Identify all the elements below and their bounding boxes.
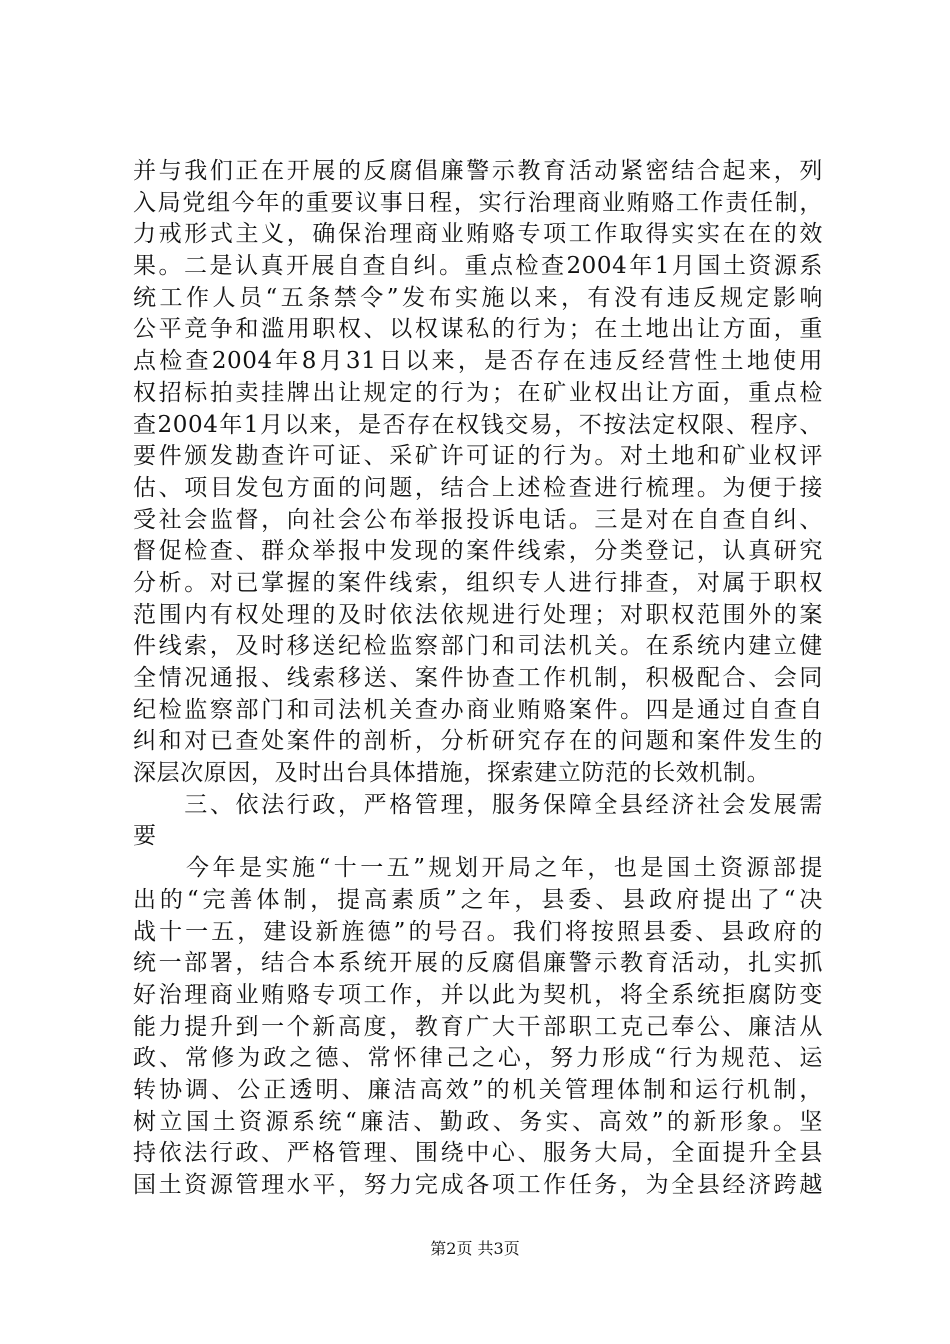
text-line: 出的“完善体制，提高素质”之年，县委、县政府提出了“决	[133, 886, 823, 913]
text-line: 战十一五，建设新旌德”的号召。我们将按照县委、县政府的	[133, 918, 823, 945]
text-line: 好治理商业贿赂专项工作，并以此为契机，将全系统拒腐防变	[133, 981, 823, 1008]
document-body	[133, 156, 823, 1202]
text-line: 统工作人员“五条禁令”发布实施以来，有没有违反规定影响	[133, 284, 823, 311]
text-line: 查2004年1月以来，是否存在权钱交易，不按法定权限、程序、	[133, 411, 823, 438]
page-number-footer: 第2页 共3页	[430, 1239, 520, 1258]
text-line: 权招标拍卖挂牌出让规定的行为；在矿业权出让方面，重点检	[133, 379, 823, 406]
text-line: 力戒形式主义，确保治理商业贿赂专项工作取得实实在在的效	[133, 221, 823, 248]
text-line: 纪检监察部门和司法机关查办商业贿赂案件。四是通过自查自	[133, 696, 823, 723]
text-line: 范围内有权处理的及时依法依规进行处理；对职权范围外的案	[133, 601, 823, 628]
text-line: 政、常修为政之德、常怀律己之心，努力形成“行为规范、运	[133, 1045, 823, 1072]
text-line: 全情况通报、线索移送、案件协查工作机制，积极配合、会同	[133, 665, 823, 691]
text-line: 督促检查、群众举报中发现的案件线索，分类登记，认真研究	[133, 538, 823, 565]
section-heading-line: 要	[133, 823, 157, 850]
text-line: 持依法行政、严格管理、围绕中心、服务大局，全面提升全县	[133, 1140, 823, 1167]
text-line: 分析。对已掌握的案件线索，组织专人进行排查，对属于职权	[133, 569, 823, 596]
text-line: 点检查2004年8月31日以来，是否存在违反经营性土地使用	[133, 348, 823, 375]
text-line: 纠和对已查处案件的剖析，分析研究存在的问题和案件发生的	[133, 728, 823, 755]
text-line: 入局党组今年的重要议事日程，实行治理商业贿赂工作责任制，	[133, 189, 823, 216]
text-line: 估、项目发包方面的问题，结合上述检查进行梳理。为便于接	[133, 474, 823, 501]
text-line: 统一部署，结合本系统开展的反腐倡廉警示教育活动，扎实抓	[133, 950, 823, 977]
text-line: 并与我们正在开展的反腐倡廉警示教育活动紧密结合起来，列	[133, 158, 823, 184]
text-line: 件线索，及时移送纪检监察部门和司法机关。在系统内建立健	[133, 633, 823, 660]
text-line: 果。二是认真开展自查自纠。重点检查2004年1月国土资源系	[133, 253, 823, 280]
text-line: 公平竞争和滥用职权、以权谋私的行为；在土地出让方面，重	[133, 316, 823, 343]
text-line: 国土资源管理水平，努力完成各项工作任务，为全县经济跨越	[133, 1172, 823, 1198]
text-line: 能力提升到一个新高度，教育广大干部职工克己奉公、廉洁从	[133, 1013, 823, 1040]
text-line: 转协调、公正透明、廉洁高效”的机关管理体制和运行机制，	[133, 1076, 823, 1103]
text-line: 要件颁发勘查许可证、采矿许可证的行为。对土地和矿业权评	[133, 443, 823, 470]
text-line: 受社会监督，向社会公布举报投诉电话。三是对在自查自纠、	[133, 506, 823, 533]
text-line: 树立国土资源系统“廉洁、勤政、务实、高效”的新形象。坚	[133, 1108, 823, 1135]
text-line: 今年是实施“十一五”规划开局之年，也是国土资源部提	[133, 855, 823, 882]
text-line: 深层次原因，及时出台具体措施，探索建立防范的长效机制。	[133, 760, 771, 787]
section-heading-line: 三、依法行政，严格管理，服务保障全县经济社会发展需	[133, 791, 823, 818]
